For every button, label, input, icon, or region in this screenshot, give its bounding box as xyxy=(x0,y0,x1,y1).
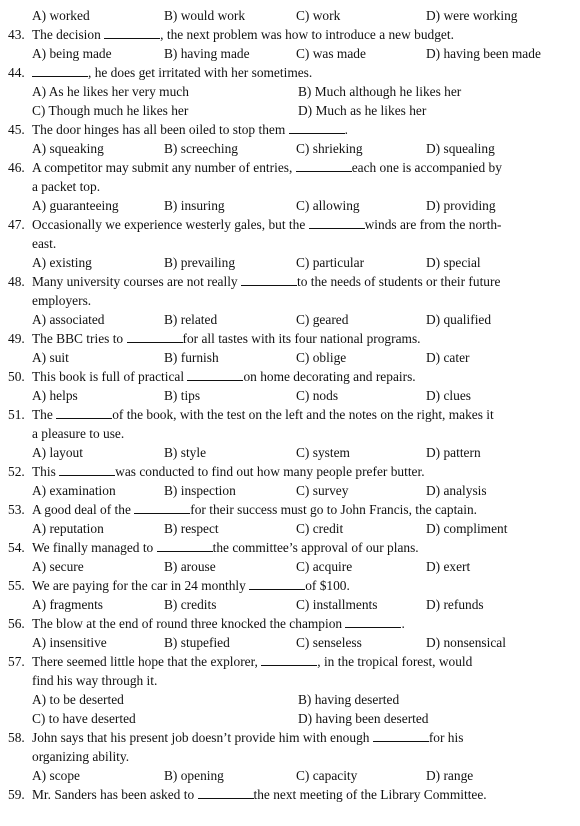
stem-after-blank: for all tastes with its four national programs. xyxy=(182,331,421,346)
options-row xyxy=(8,519,568,538)
question-stem xyxy=(8,63,568,82)
question-56 xyxy=(8,614,568,652)
option-b: B) screeching xyxy=(164,141,238,156)
stem-after-blank: , the next problem was how to introduce a new budget. xyxy=(160,27,454,42)
question-53 xyxy=(8,500,568,538)
option-b: B) insuring xyxy=(164,198,225,213)
option-b: B) having made xyxy=(164,46,250,61)
option-b: B) Much although he likes her xyxy=(298,84,462,99)
question-stem xyxy=(8,329,568,348)
option-d: D) clues xyxy=(426,388,471,403)
question-text xyxy=(32,120,568,139)
question-list xyxy=(8,25,568,804)
options-row xyxy=(8,481,568,500)
question-54 xyxy=(8,538,568,576)
option-a: A) associated xyxy=(32,312,105,327)
question-44 xyxy=(8,63,568,120)
stem-after-blank: of $100. xyxy=(305,578,350,593)
question-stem xyxy=(8,500,568,519)
question-text xyxy=(32,728,568,747)
answer-blank xyxy=(56,406,112,419)
question-text-continued: find his way through it. xyxy=(32,673,158,688)
stem-after-blank: to the needs of students or their future xyxy=(297,274,501,289)
option-a: A) guaranteeing xyxy=(32,198,119,213)
option-d: D) having been deserted xyxy=(298,711,429,726)
stem-before-blank: A good deal of the xyxy=(32,502,131,517)
question-59 xyxy=(8,785,568,804)
option-a: A) reputation xyxy=(32,521,104,536)
question-stem xyxy=(8,25,568,44)
question-text xyxy=(32,785,568,804)
question-text xyxy=(32,462,568,481)
question-number: 51. xyxy=(8,407,25,422)
question-number: 54. xyxy=(8,540,25,555)
question-text-continued: organizing ability. xyxy=(32,749,130,764)
option-b: B) would work xyxy=(164,8,246,23)
stem-after-blank: for his xyxy=(428,730,464,745)
answer-blank xyxy=(261,653,317,666)
answer-blank xyxy=(134,501,190,514)
stem-after-blank: . xyxy=(401,616,405,631)
option-a: A) layout xyxy=(32,445,83,460)
question-48 xyxy=(8,272,568,329)
question-number: 49. xyxy=(8,331,25,346)
question-stem xyxy=(8,272,568,291)
question-43 xyxy=(8,25,568,63)
option-b: B) related xyxy=(164,312,218,327)
answer-blank xyxy=(59,463,115,476)
answer-blank xyxy=(345,615,401,628)
options-row xyxy=(8,633,568,652)
answer-blank xyxy=(241,273,297,286)
question-stem xyxy=(8,728,568,747)
stem-after-blank: . xyxy=(344,122,348,137)
stem-after-blank: the next meeting of the Library Committee. xyxy=(253,787,487,802)
question-number: 55. xyxy=(8,578,25,593)
options-row xyxy=(8,139,568,158)
option-a: A) suit xyxy=(32,350,69,365)
question-57 xyxy=(8,652,568,728)
option-d: D) qualified xyxy=(426,312,492,327)
options-row xyxy=(8,595,568,614)
option-c: C) credit xyxy=(296,521,344,536)
options-row xyxy=(8,253,568,272)
question-number: 56. xyxy=(8,616,25,631)
question-number: 52. xyxy=(8,464,25,479)
stem-before-blank: The decision xyxy=(32,27,101,42)
option-a: A) helps xyxy=(32,388,78,403)
question-stem xyxy=(8,405,568,424)
question-text xyxy=(32,215,568,234)
option-a: A) squeaking xyxy=(32,141,104,156)
option-b: B) stupefied xyxy=(164,635,230,650)
question-number: 43. xyxy=(8,27,25,42)
question-text xyxy=(32,272,568,291)
stem-before-blank: John says that his present job doesn’t provide him with enough xyxy=(32,730,370,745)
option-d: D) were working xyxy=(426,8,518,23)
option-c: C) geared xyxy=(296,312,349,327)
options-row xyxy=(8,690,568,728)
answer-blank xyxy=(249,577,305,590)
answer-blank xyxy=(157,539,213,552)
question-text-continued: a pleasure to use. xyxy=(32,426,125,441)
stem-after-blank: each one is accompanied by xyxy=(351,160,502,175)
answer-blank xyxy=(32,64,88,77)
answer-blank xyxy=(309,216,365,229)
stem-after-blank: was conducted to find out how many people prefer butter. xyxy=(115,464,425,479)
options-row xyxy=(8,557,568,576)
option-c: C) acquire xyxy=(296,559,353,574)
stem-before-blank: This xyxy=(32,464,56,479)
option-d: D) analysis xyxy=(426,483,487,498)
question-text-continued: a packet top. xyxy=(32,179,101,194)
stem-before-blank: This book is full of practical xyxy=(32,369,185,384)
option-d: D) nonsensical xyxy=(426,635,506,650)
question-58 xyxy=(8,728,568,785)
answer-blank xyxy=(296,159,352,172)
question-text-continued: employers. xyxy=(32,293,92,308)
option-a: A) worked xyxy=(32,8,90,23)
option-d: D) cater xyxy=(426,350,470,365)
option-d: D) special xyxy=(426,255,481,270)
options-row xyxy=(8,196,568,215)
option-d: D) providing xyxy=(426,198,496,213)
option-b: B) prevailing xyxy=(164,255,236,270)
question-number: 58. xyxy=(8,730,25,745)
question-text-continued: east. xyxy=(32,236,57,251)
question-text xyxy=(32,652,568,671)
stem-before-blank: Occasionally we experience westerly gales, but the xyxy=(32,217,306,232)
question-text xyxy=(32,538,568,557)
option-b: B) furnish xyxy=(164,350,219,365)
stem-after-blank: , in the tropical forest, would xyxy=(317,654,473,669)
option-c: C) Though much he likes her xyxy=(32,103,189,118)
option-a: A) examination xyxy=(32,483,116,498)
option-c: C) installments xyxy=(296,597,378,612)
question-55 xyxy=(8,576,568,614)
option-a: A) existing xyxy=(32,255,92,270)
options-row xyxy=(8,386,568,405)
option-c: C) system xyxy=(296,445,350,460)
question-stem xyxy=(8,120,568,139)
question-51 xyxy=(8,405,568,462)
option-a: A) scope xyxy=(32,768,80,783)
question-stem xyxy=(8,785,568,804)
options-row xyxy=(8,310,568,329)
options-row xyxy=(8,348,568,367)
options-row xyxy=(8,766,568,785)
question-number: 53. xyxy=(8,502,25,517)
option-c: C) survey xyxy=(296,483,349,498)
option-b: B) having deserted xyxy=(298,692,400,707)
option-c: C) nods xyxy=(296,388,339,403)
stem-after-blank: on home decorating and repairs. xyxy=(243,369,416,384)
stem-before-blank: The BBC tries to xyxy=(32,331,124,346)
question-49 xyxy=(8,329,568,367)
option-d: D) squealing xyxy=(426,141,495,156)
option-d: D) compliment xyxy=(426,521,508,536)
option-c: C) to have deserted xyxy=(32,711,136,726)
stem-before-blank: Mr. Sanders has been asked to xyxy=(32,787,195,802)
question-number: 44. xyxy=(8,65,25,80)
question-50 xyxy=(8,367,568,405)
option-c: C) oblige xyxy=(296,350,347,365)
question-52 xyxy=(8,462,568,500)
option-b: B) opening xyxy=(164,768,224,783)
stem-after-blank: the committee’s approval of our plans. xyxy=(212,540,419,555)
answer-blank xyxy=(104,26,160,39)
question-text xyxy=(32,329,568,348)
question-number: 45. xyxy=(8,122,25,137)
question-number: 57. xyxy=(8,654,25,669)
question-number: 50. xyxy=(8,369,25,384)
answer-blank xyxy=(373,729,429,742)
option-d: D) pattern xyxy=(426,445,481,460)
stem-after-blank: , he does get irritated with her sometimes. xyxy=(88,65,313,80)
option-b: B) credits xyxy=(164,597,217,612)
answer-blank xyxy=(198,786,254,799)
options-row xyxy=(8,44,568,63)
question-text xyxy=(32,367,568,386)
option-c: C) capacity xyxy=(296,768,358,783)
question-number: 47. xyxy=(8,217,25,232)
option-a: A) fragments xyxy=(32,597,104,612)
option-a: A) insensitive xyxy=(32,635,107,650)
option-d: D) range xyxy=(426,768,474,783)
option-d: D) Much as he likes her xyxy=(298,103,427,118)
question-text xyxy=(32,25,568,44)
answer-blank xyxy=(127,330,183,343)
options-row-42 xyxy=(8,6,568,25)
option-b: B) arouse xyxy=(164,559,216,574)
question-number: 59. xyxy=(8,787,25,802)
question-stem xyxy=(8,538,568,557)
option-a: A) to be deserted xyxy=(32,692,124,707)
stem-before-blank: The blow at the end of round three knocked the champion xyxy=(32,616,343,631)
option-c: C) allowing xyxy=(296,198,360,213)
stem-after-blank: of the book, with the test on the left and the notes on the right, makes it xyxy=(112,407,494,422)
options-row xyxy=(8,82,568,120)
question-stem xyxy=(8,652,568,671)
option-d: D) refunds xyxy=(426,597,484,612)
question-stem xyxy=(8,158,568,177)
question-number: 48. xyxy=(8,274,25,289)
question-stem xyxy=(8,614,568,633)
option-d: D) having been made xyxy=(426,46,541,61)
option-b: B) inspection xyxy=(164,483,236,498)
stem-before-blank: There seemed little hope that the explorer, xyxy=(32,654,258,669)
option-c: C) work xyxy=(296,8,341,23)
question-46 xyxy=(8,158,568,215)
option-a: A) As he likes her very much xyxy=(32,84,189,99)
stem-before-blank: We are paying for the car in 24 monthly xyxy=(32,578,246,593)
question-stem xyxy=(8,215,568,234)
option-c: C) shrieking xyxy=(296,141,363,156)
answer-blank xyxy=(187,368,243,381)
option-a: A) secure xyxy=(32,559,84,574)
option-b: B) respect xyxy=(164,521,219,536)
stem-before-blank: The xyxy=(32,407,53,422)
question-45 xyxy=(8,120,568,158)
option-d: D) exert xyxy=(426,559,471,574)
stem-after-blank: for their success must go to John Francis, the captain. xyxy=(190,502,478,517)
option-c: C) senseless xyxy=(296,635,362,650)
stem-before-blank: A competitor may submit any number of entries, xyxy=(32,160,293,175)
stem-after-blank: winds are from the north- xyxy=(364,217,502,232)
question-text xyxy=(32,614,568,633)
option-b: B) tips xyxy=(164,388,201,403)
option-a: A) being made xyxy=(32,46,112,61)
question-text xyxy=(32,158,568,177)
options-row xyxy=(8,443,568,462)
stem-before-blank: Many university courses are not really xyxy=(32,274,238,289)
question-text xyxy=(32,405,568,424)
option-b: B) style xyxy=(164,445,207,460)
question-stem xyxy=(8,367,568,386)
question-text xyxy=(32,63,568,82)
stem-before-blank: The door hinges has all been oiled to stop them xyxy=(32,122,286,137)
question-stem xyxy=(8,462,568,481)
question-text xyxy=(32,500,568,519)
question-number: 46. xyxy=(8,160,25,175)
question-text xyxy=(32,576,568,595)
answer-blank xyxy=(289,121,345,134)
question-stem xyxy=(8,576,568,595)
option-c: C) particular xyxy=(296,255,365,270)
stem-before-blank: We finally managed to xyxy=(32,540,154,555)
question-47 xyxy=(8,215,568,272)
option-c: C) was made xyxy=(296,46,366,61)
